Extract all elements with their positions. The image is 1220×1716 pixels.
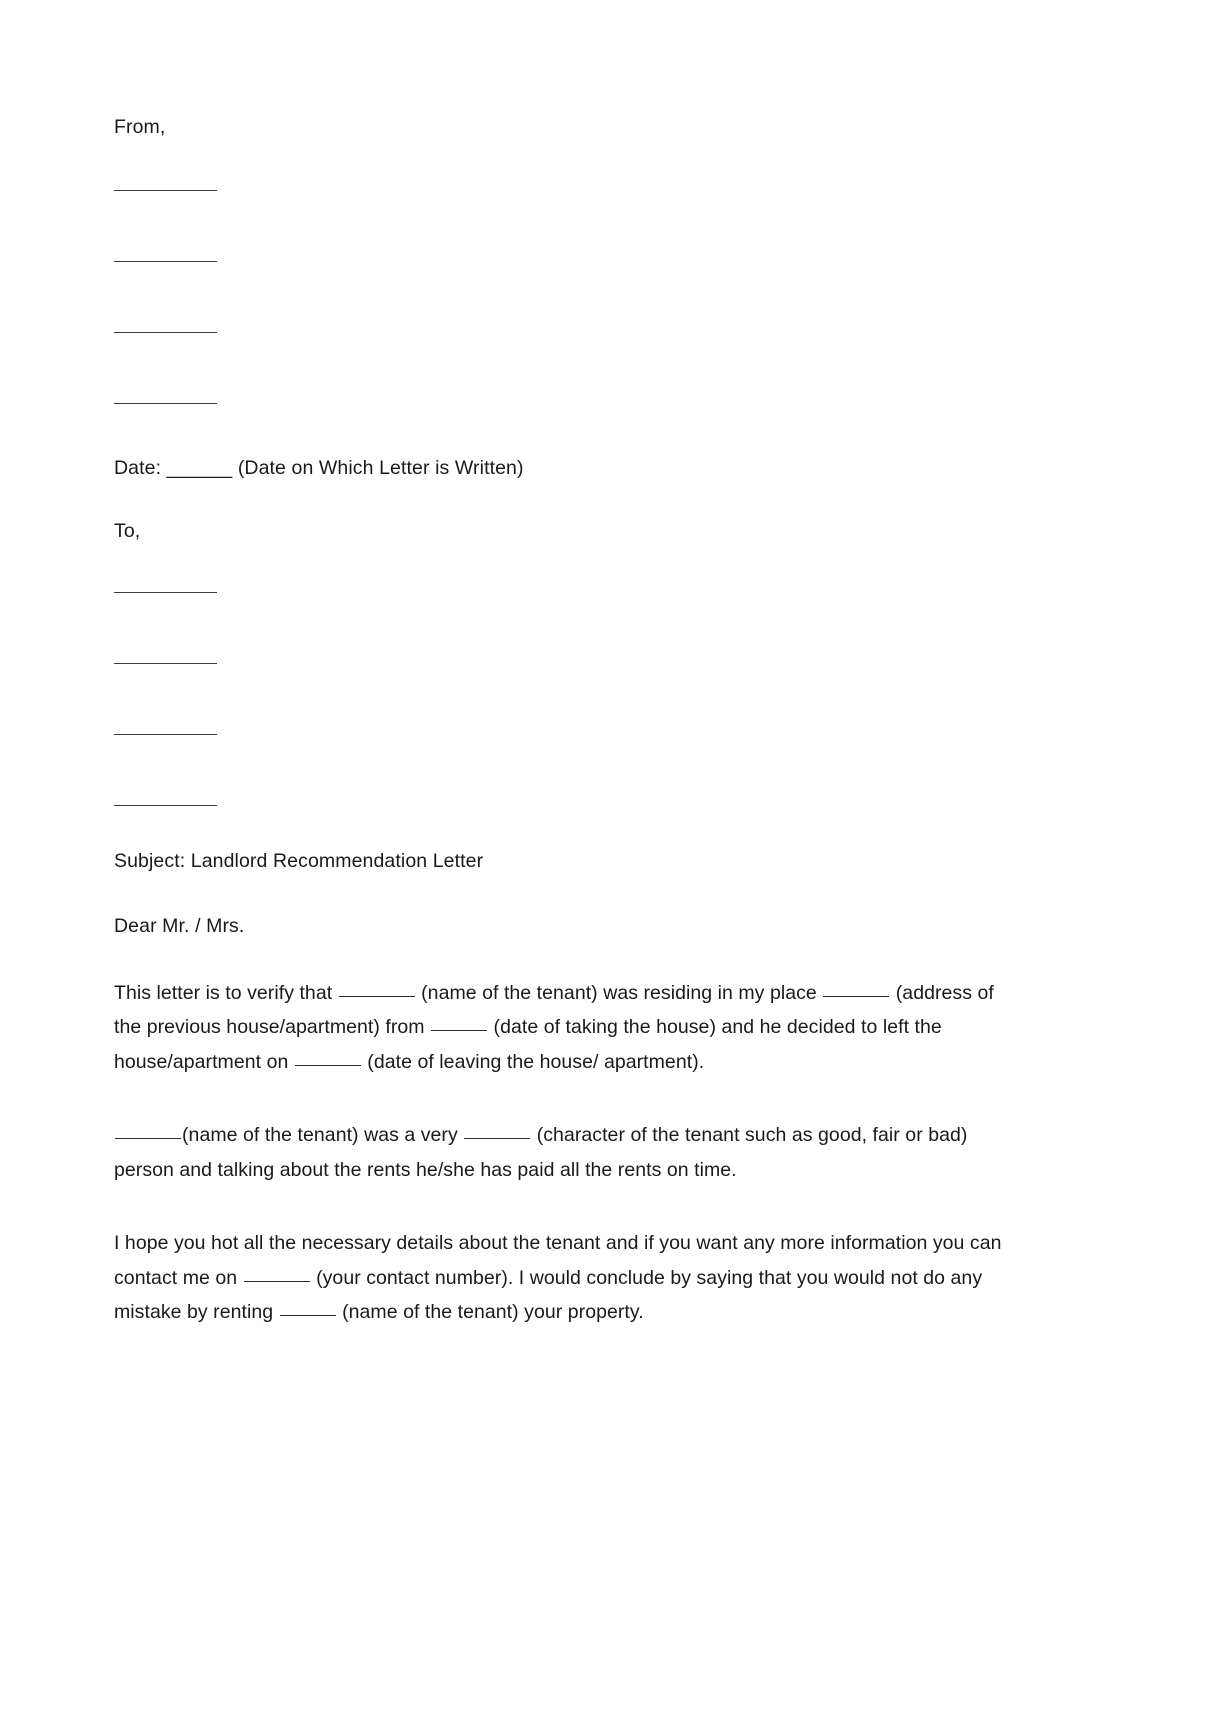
fill-in-blank[interactable] [464, 1125, 530, 1139]
spacer [114, 593, 1014, 663]
spacer [114, 806, 1014, 852]
fill-in-blank[interactable] [280, 1302, 336, 1316]
spacer [114, 1079, 1014, 1118]
spacer [114, 478, 1014, 522]
fill-in-blank[interactable] [823, 983, 889, 997]
date-line[interactable]: Date: ______ (Date on Which Letter is Written) [114, 456, 524, 479]
fill-in-blank[interactable] [244, 1268, 310, 1282]
fill-in-blank[interactable] [295, 1052, 361, 1066]
spacer [114, 262, 1014, 332]
body-paragraph-3: I hope you hot all the necessary details about the tenant and if you want any more information you can contact me on (your contact number). I would conclude by saying that you would not do any mistake by renting (name of the tenant) your property. [114, 1232, 1002, 1323]
spacer [114, 735, 1014, 805]
spacer [114, 664, 1014, 734]
spacer [114, 404, 1014, 459]
spacer [114, 542, 1014, 592]
spacer [114, 191, 1014, 261]
letter-body [114, 118, 1014, 1330]
spacer [114, 937, 1014, 976]
subject-line: Subject: Landlord Recommendation Letter [114, 849, 484, 872]
salutation-line: Dear Mr. / Mrs. [114, 915, 245, 937]
body-paragraph-1: This letter is to verify that (name of the tenant) was residing in my place (address of the previous house/apartment) from (date of taking the house) and he decided to left the house/apartment on (date of leaving the house/ apartment). [114, 981, 994, 1073]
fill-in-blank[interactable] [115, 1125, 181, 1139]
sender-heading: From, [114, 116, 166, 138]
spacer [114, 871, 1014, 917]
body-paragraph-2: (name of the tenant) was a very (character of the tenant such as good, fair or bad) person and talking about the rents he/she has paid all the rents on time. [114, 1124, 968, 1181]
fill-in-blank[interactable] [339, 983, 415, 997]
spacer [114, 1187, 1014, 1226]
fill-in-blank[interactable] [431, 1017, 487, 1031]
spacer [114, 333, 1014, 403]
spacer [114, 138, 1014, 190]
recipient-heading: To, [114, 520, 141, 542]
